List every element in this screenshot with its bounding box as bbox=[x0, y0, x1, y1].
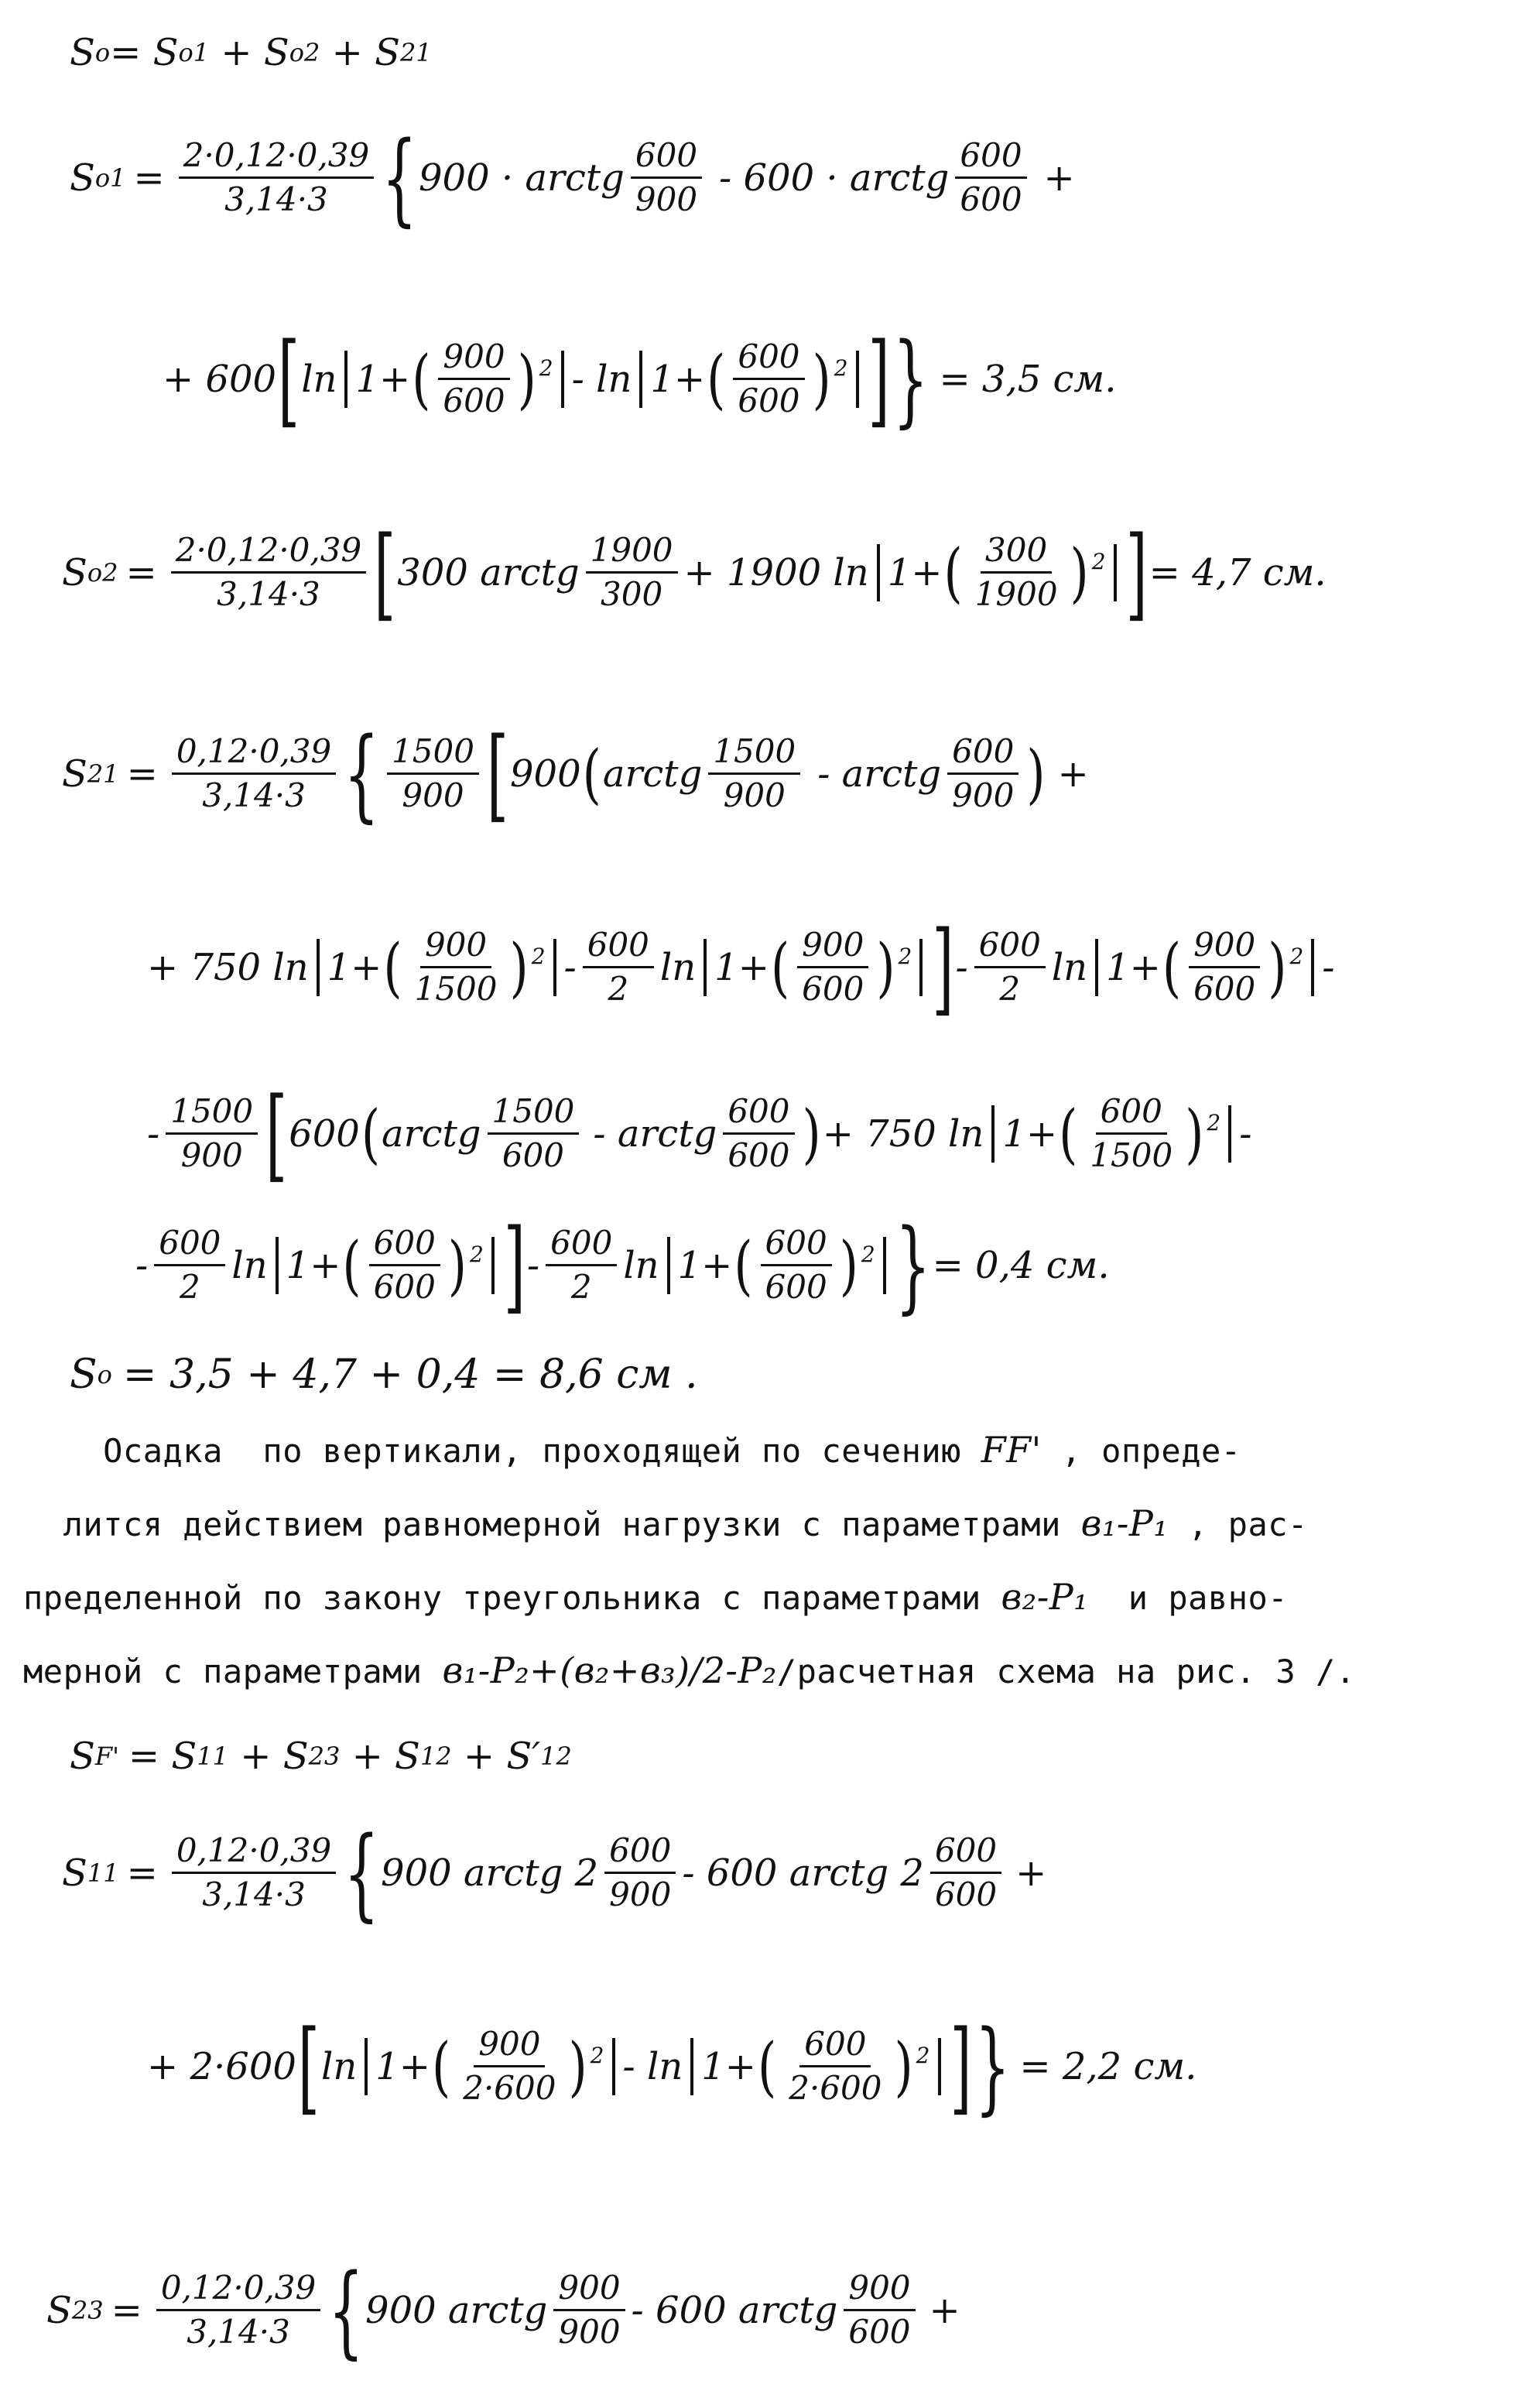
term: + 600 bbox=[163, 357, 277, 401]
plus-sign: + S bbox=[209, 31, 289, 74]
numerator: 900 bbox=[844, 2272, 915, 2311]
paren-close: ) bbox=[839, 1226, 858, 1303]
subscript: 12 bbox=[419, 1742, 452, 1771]
abs-bar bbox=[883, 1237, 886, 1294]
fraction bbox=[784, 2025, 886, 2107]
numerator: 2·0,12·0,39 bbox=[171, 534, 366, 574]
paren-open: ( bbox=[770, 928, 790, 1005]
rhs-start: = S bbox=[110, 31, 179, 74]
numerator: 600 bbox=[761, 1227, 832, 1266]
symbol-s: S bbox=[70, 1351, 98, 1398]
paren-open: ( bbox=[582, 735, 601, 812]
ln: ln bbox=[320, 2044, 358, 2088]
paren-close: ) bbox=[447, 1226, 467, 1303]
fraction bbox=[546, 1224, 617, 1306]
ln: ln bbox=[1051, 945, 1088, 989]
subscript: 11 bbox=[197, 1742, 228, 1771]
term: - 600 · arctg bbox=[719, 156, 950, 200]
abs-bar bbox=[1114, 544, 1117, 601]
plus-sign: + bbox=[1043, 156, 1075, 200]
numerator: 600 bbox=[546, 1227, 617, 1266]
term: 1+ bbox=[650, 357, 706, 401]
abs-bar bbox=[667, 1237, 670, 1294]
result: = 3,5 + 4,7 + 0,4 = 8,6 см . bbox=[122, 1351, 698, 1398]
numerator: 0,12·0,39 bbox=[172, 735, 336, 775]
subscript: o2 bbox=[87, 557, 118, 587]
bracket-close: ] bbox=[932, 908, 954, 1026]
minus-sign: - bbox=[563, 945, 577, 989]
text: , опреде- bbox=[1041, 1432, 1241, 1470]
denominator: 900 bbox=[723, 776, 786, 814]
bracket-open: [ bbox=[486, 714, 509, 833]
ln: ln bbox=[659, 945, 697, 989]
paren-open: ( bbox=[758, 2027, 777, 2105]
exponent: 2 bbox=[531, 943, 546, 969]
paren-close: ) bbox=[894, 2027, 913, 2105]
exponent: 2 bbox=[834, 355, 848, 381]
bracket-close: ] bbox=[868, 320, 890, 438]
denominator: 1500 bbox=[414, 970, 498, 1008]
denominator: 900 bbox=[952, 776, 1015, 814]
numerator: 1500 bbox=[488, 1095, 580, 1135]
denominator: 1500 bbox=[1090, 1136, 1173, 1174]
denominator: 300 bbox=[601, 575, 663, 613]
denominator: 2·600 bbox=[463, 2069, 556, 2107]
denominator: 2 bbox=[999, 970, 1021, 1008]
ln: ln bbox=[231, 1243, 268, 1287]
paren-open: ( bbox=[707, 340, 726, 417]
subscript: o bbox=[94, 38, 111, 67]
bracket-open: [ bbox=[265, 1074, 288, 1193]
abs-bar bbox=[690, 2038, 693, 2095]
numerator: 600 bbox=[604, 1834, 676, 1874]
numerator: 600 bbox=[955, 139, 1026, 179]
bracket-open: [ bbox=[278, 320, 300, 438]
abs-bar bbox=[991, 1105, 995, 1163]
term: 1+ bbox=[375, 2044, 431, 2088]
fraction bbox=[586, 531, 678, 613]
brace-close: } bbox=[892, 320, 929, 438]
fraction bbox=[410, 926, 502, 1008]
denominator: 2 bbox=[570, 1268, 592, 1306]
paren-close: ) bbox=[876, 928, 895, 1005]
abs-bar bbox=[344, 351, 347, 408]
abs-bar bbox=[1311, 939, 1314, 996]
result: = 0,4 см. bbox=[932, 1243, 1110, 1287]
term: arctg bbox=[602, 752, 703, 796]
plus-sign: + S bbox=[340, 1735, 420, 1778]
numerator: 1500 bbox=[708, 735, 800, 775]
term: 1+ bbox=[701, 2044, 757, 2088]
numerator: 300 bbox=[981, 534, 1052, 574]
s21-equation-line4 bbox=[135, 1206, 1110, 1324]
fraction bbox=[971, 531, 1063, 613]
symbol-s: S bbox=[62, 752, 87, 796]
denominator: 600 bbox=[738, 382, 800, 420]
paren-close: ) bbox=[1026, 735, 1046, 812]
denominator: 600 bbox=[373, 1268, 436, 1306]
numerator: 600 bbox=[974, 929, 1046, 968]
numerator: 900 bbox=[553, 2272, 625, 2311]
fraction bbox=[553, 2269, 625, 2351]
subscript: o2 bbox=[289, 38, 320, 67]
numerator: 600 bbox=[930, 1834, 1001, 1874]
term: + 750 ln bbox=[822, 1112, 984, 1156]
fraction bbox=[604, 1831, 676, 1913]
denominator: 3,14·3 bbox=[202, 776, 306, 814]
paragraph-line3 bbox=[23, 1576, 1494, 1618]
exponent: 2 bbox=[1289, 943, 1304, 969]
numerator: 600 bbox=[583, 929, 654, 968]
fraction bbox=[458, 2025, 560, 2107]
numerator: 0,12·0,39 bbox=[172, 1834, 336, 1874]
denominator: 600 bbox=[802, 970, 864, 1008]
numerator: 600 bbox=[1096, 1095, 1167, 1135]
coefficient-fraction bbox=[171, 531, 366, 613]
paren-close: ) bbox=[509, 928, 529, 1005]
fraction bbox=[387, 732, 479, 814]
fraction bbox=[761, 1224, 832, 1306]
exponent: 2 bbox=[1091, 548, 1106, 574]
minus-sign: - bbox=[1322, 945, 1335, 989]
exponent: 2 bbox=[898, 943, 912, 969]
sf-sum-equation bbox=[70, 1735, 572, 1778]
denominator: 900 bbox=[609, 1875, 672, 1913]
handwritten-symbol: в₂-P₁ bbox=[1001, 1576, 1089, 1618]
minus-sign: - bbox=[955, 945, 968, 989]
fraction bbox=[631, 136, 702, 218]
bracket-close: ] bbox=[503, 1206, 525, 1324]
exponent: 2 bbox=[916, 2042, 930, 2068]
s21-equation-line1 bbox=[62, 714, 1089, 833]
term: - arctg bbox=[593, 1112, 717, 1156]
symbol-s: S bbox=[70, 156, 95, 200]
numerator: 900 bbox=[438, 341, 509, 380]
term: - 600 arctg bbox=[631, 2288, 838, 2332]
plus-sign: + bbox=[1057, 752, 1089, 796]
equals: = bbox=[126, 1851, 158, 1895]
numerator: 1500 bbox=[387, 735, 479, 775]
abs-bar bbox=[561, 351, 564, 408]
numerator: 600 bbox=[723, 1095, 794, 1135]
exponent: 2 bbox=[861, 1241, 875, 1267]
paren-open: ( bbox=[1162, 928, 1182, 1005]
fraction bbox=[930, 1831, 1001, 1913]
brace-open: { bbox=[382, 118, 418, 237]
plus-sign: + bbox=[1015, 1851, 1047, 1895]
fraction bbox=[708, 732, 800, 814]
paren-open: ( bbox=[383, 928, 402, 1005]
term: 300 arctg bbox=[397, 550, 580, 594]
fraction bbox=[1085, 1092, 1177, 1174]
so-sum-equation bbox=[70, 31, 432, 74]
term: 1+ bbox=[887, 550, 943, 594]
term: + 1900 ln bbox=[683, 550, 869, 594]
abs-bar bbox=[919, 939, 923, 996]
term: arctg bbox=[382, 1112, 481, 1156]
handwritten-symbol: в₁-P₁ bbox=[1080, 1502, 1169, 1544]
term: - arctg bbox=[817, 752, 942, 796]
brace-close: } bbox=[895, 1206, 931, 1324]
numerator: 900 bbox=[420, 929, 491, 968]
paren-close: ) bbox=[1185, 1094, 1204, 1172]
abs-bar bbox=[1228, 1105, 1231, 1163]
exponent: 2 bbox=[1207, 1109, 1221, 1135]
abs-bar bbox=[704, 939, 707, 996]
minus-sign: - bbox=[1239, 1112, 1252, 1156]
coefficient-fraction bbox=[179, 136, 374, 218]
denominator: 2 bbox=[608, 970, 629, 1008]
s01-equation-line2 bbox=[163, 320, 1117, 438]
term: 1+ bbox=[355, 357, 411, 401]
abs-bar bbox=[276, 1237, 279, 1294]
term: 1+ bbox=[327, 945, 382, 989]
denominator: 600 bbox=[960, 180, 1022, 218]
abs-bar bbox=[877, 544, 880, 601]
paren-close: ) bbox=[517, 340, 536, 417]
subscript: o bbox=[97, 1360, 112, 1389]
denominator: 600 bbox=[934, 1875, 998, 1913]
subscript: F' bbox=[94, 1742, 119, 1771]
denominator: 900 bbox=[402, 776, 464, 814]
term: 900 bbox=[510, 752, 581, 796]
denominator: 600 bbox=[443, 382, 505, 420]
fraction bbox=[1189, 926, 1260, 1008]
plus-sign: + S bbox=[320, 31, 401, 74]
fraction bbox=[438, 337, 509, 420]
bracket-close: ] bbox=[950, 2007, 972, 2125]
equals: = bbox=[133, 156, 165, 200]
numerator: 900 bbox=[797, 929, 868, 968]
subscript: 11 bbox=[87, 1858, 119, 1888]
ln: ln bbox=[623, 1243, 659, 1287]
numerator: 900 bbox=[1189, 929, 1260, 968]
numerator: 0,12·0,39 bbox=[156, 2272, 320, 2311]
denominator: 600 bbox=[848, 2313, 911, 2351]
fraction bbox=[369, 1224, 440, 1306]
subscript: 23 bbox=[71, 2295, 104, 2325]
s21-equation-line2 bbox=[147, 908, 1335, 1026]
symbol-s: S bbox=[70, 1735, 95, 1778]
paren-open: ( bbox=[412, 340, 431, 417]
fraction bbox=[488, 1092, 580, 1174]
paragraph-line2 bbox=[23, 1502, 1494, 1544]
fraction bbox=[733, 337, 804, 420]
numerator: 600 bbox=[631, 139, 702, 179]
term: 900 arctg 2 bbox=[381, 1851, 599, 1895]
plus-sign: + bbox=[929, 2288, 960, 2332]
abs-bar bbox=[365, 2038, 368, 2095]
s01-equation-line1 bbox=[70, 118, 1075, 237]
abs-bar bbox=[1095, 939, 1098, 996]
paren-close: ) bbox=[568, 2027, 587, 2105]
fraction bbox=[947, 732, 1018, 814]
s11-equation-line2 bbox=[147, 2007, 1197, 2125]
handwritten-symbol: в₁-P₂+(в₂+в₃)/2-P₂ bbox=[442, 1649, 777, 1691]
paren-close: ) bbox=[802, 1094, 821, 1172]
paren-open: ( bbox=[1059, 1094, 1078, 1172]
denominator: 900 bbox=[180, 1136, 243, 1174]
term: + 2·600 bbox=[147, 2044, 296, 2088]
plus-sign: + S bbox=[228, 1735, 309, 1778]
subscript: 23 bbox=[308, 1742, 341, 1771]
symbol-s: S bbox=[46, 2288, 72, 2332]
denominator: 3,14·3 bbox=[187, 2313, 290, 2351]
term: - 600 arctg 2 bbox=[682, 1851, 924, 1895]
text: Осадка по вертикали, проходящей по сечению bbox=[23, 1432, 981, 1470]
ln: ln bbox=[301, 357, 337, 401]
fraction bbox=[844, 2269, 915, 2351]
abs-bar bbox=[317, 939, 320, 996]
result: = 2,2 см. bbox=[1019, 2044, 1197, 2088]
text: /расчетная схема на рис. 3 /. bbox=[776, 1653, 1356, 1690]
abs-bar bbox=[639, 351, 642, 408]
term: 600 bbox=[289, 1112, 360, 1156]
denominator: 3,14·3 bbox=[224, 180, 328, 218]
denominator: 600 bbox=[727, 1136, 790, 1174]
numerator: 1900 bbox=[586, 534, 678, 574]
denominator: 900 bbox=[635, 180, 698, 218]
text: и равно- bbox=[1088, 1579, 1289, 1617]
abs-bar bbox=[491, 1237, 495, 1294]
term: 1+ bbox=[1106, 945, 1161, 989]
term: - ln bbox=[571, 357, 632, 401]
fraction bbox=[723, 1092, 794, 1174]
abs-bar bbox=[612, 2038, 615, 2095]
term: 1+ bbox=[714, 945, 769, 989]
bracket-close: ] bbox=[1125, 513, 1148, 632]
symbol-s: S bbox=[62, 1851, 87, 1895]
text: лится действием равномерной нагрузки с параметрами bbox=[23, 1505, 1081, 1543]
paren-open: ( bbox=[432, 2027, 451, 2105]
fraction bbox=[955, 136, 1026, 218]
abs-bar bbox=[938, 2038, 941, 2095]
coefficient-fraction bbox=[172, 1831, 336, 1913]
bracket-open: [ bbox=[297, 2007, 320, 2125]
minus-sign: - bbox=[135, 1243, 149, 1287]
fraction bbox=[974, 926, 1046, 1008]
exponent: 2 bbox=[539, 355, 553, 381]
fraction bbox=[797, 926, 868, 1008]
subscript: o1 bbox=[178, 38, 210, 67]
paren-open: ( bbox=[943, 533, 963, 611]
brace-open: { bbox=[344, 714, 380, 833]
paren-close: ) bbox=[1268, 928, 1287, 1005]
coefficient-fraction bbox=[156, 2269, 320, 2351]
s21-equation-line3 bbox=[147, 1074, 1252, 1193]
text: мерной с параметрами bbox=[23, 1653, 443, 1690]
denominator: 900 bbox=[558, 2313, 621, 2351]
handwritten-symbol: FF' bbox=[981, 1429, 1042, 1471]
subscript: 12 bbox=[540, 1742, 572, 1771]
term: - ln bbox=[622, 2044, 683, 2088]
s23-equation bbox=[46, 2251, 960, 2369]
denominator: 2 bbox=[179, 1268, 200, 1306]
numerator: 1500 bbox=[166, 1095, 258, 1135]
coefficient-fraction bbox=[172, 732, 336, 814]
equals: = bbox=[111, 2288, 142, 2332]
paragraph-line4 bbox=[23, 1649, 1494, 1691]
denominator: 3,14·3 bbox=[217, 575, 320, 613]
symbol-s: S bbox=[70, 31, 95, 74]
term: + 750 ln bbox=[147, 945, 309, 989]
term: 1+ bbox=[1002, 1112, 1058, 1156]
brace-open: { bbox=[344, 1814, 380, 1932]
denominator: 2·600 bbox=[789, 2069, 882, 2107]
exponent: 2 bbox=[470, 1241, 484, 1267]
s11-equation-line1 bbox=[62, 1814, 1047, 1932]
paren-close: ) bbox=[1070, 533, 1089, 611]
paragraph-line1 bbox=[23, 1429, 1494, 1471]
term: 1+ bbox=[677, 1243, 733, 1287]
numerator: 900 bbox=[474, 2028, 545, 2067]
fraction bbox=[154, 1224, 225, 1306]
s02-equation bbox=[62, 513, 1327, 632]
text: пределенной по закону треугольника с параметрами bbox=[23, 1579, 1001, 1617]
subscript: 21 bbox=[400, 38, 432, 67]
denominator: 600 bbox=[502, 1136, 565, 1174]
result: = 4,7 см. bbox=[1149, 550, 1327, 594]
paren-open: ( bbox=[361, 1094, 381, 1172]
exponent: 2 bbox=[590, 2042, 604, 2068]
numerator: 2·0,12·0,39 bbox=[179, 139, 374, 179]
numerator: 600 bbox=[733, 341, 804, 380]
numerator: 600 bbox=[947, 735, 1018, 775]
fraction bbox=[583, 926, 654, 1008]
denominator: 3,14·3 bbox=[202, 1875, 306, 1913]
term: 1+ bbox=[286, 1243, 341, 1287]
equals: = bbox=[125, 550, 157, 594]
numerator: 600 bbox=[799, 2028, 871, 2067]
numerator: 600 bbox=[369, 1227, 440, 1266]
so-value-equation bbox=[70, 1351, 698, 1398]
term: 900 arctg bbox=[365, 2288, 548, 2332]
term: 900 · arctg bbox=[419, 156, 625, 200]
denominator: 600 bbox=[1193, 970, 1256, 1008]
plus-sign: + S′ bbox=[451, 1735, 541, 1778]
symbol-s: S bbox=[62, 550, 87, 594]
abs-bar bbox=[856, 351, 859, 408]
denominator: 1900 bbox=[974, 575, 1058, 613]
abs-bar bbox=[553, 939, 556, 996]
text: , рас- bbox=[1168, 1505, 1308, 1543]
numerator: 600 bbox=[154, 1227, 225, 1266]
paren-open: ( bbox=[342, 1226, 361, 1303]
fraction bbox=[166, 1092, 258, 1174]
minus-sign: - bbox=[526, 1243, 540, 1287]
brace-close: } bbox=[974, 2007, 1011, 2125]
rhs-start: = S bbox=[128, 1735, 197, 1778]
denominator: 600 bbox=[765, 1268, 827, 1306]
bracket-open: [ bbox=[374, 513, 396, 632]
brace-open: { bbox=[328, 2251, 365, 2369]
paren-close: ) bbox=[812, 340, 831, 417]
result: = 3,5 см. bbox=[939, 357, 1117, 401]
subscript: 21 bbox=[87, 759, 119, 789]
subscript: o1 bbox=[94, 163, 126, 193]
paren-open: ( bbox=[734, 1226, 753, 1303]
equals: = bbox=[126, 752, 158, 796]
minus-sign: - bbox=[147, 1112, 160, 1156]
